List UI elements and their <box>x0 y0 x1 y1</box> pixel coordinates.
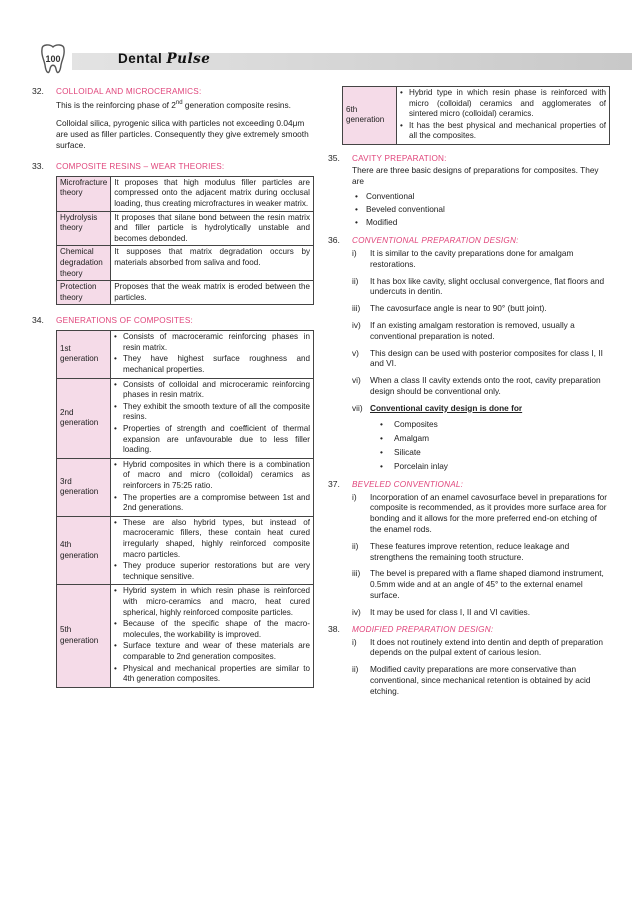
list-item: • Conventional <box>352 190 610 203</box>
section-32 <box>32 86 314 151</box>
list-item: • It has the best physical and mechanical properties of all the composites. <box>400 121 606 142</box>
table-row <box>343 87 610 145</box>
row-text: It proposes that silane bond between the resin matrix and filler particle is hydrolytically unstable and becomes debonded. <box>111 211 314 246</box>
brand-word: Dental <box>118 51 163 66</box>
generations-table-continued <box>342 86 610 145</box>
section-number: 37. <box>328 478 340 489</box>
list-item: • Consists of colloidal and microceramic reinforcing phases in resin matrix. <box>114 380 310 401</box>
section-number: 38. <box>328 623 340 634</box>
list-item: • Hybrid type in which resin phase is reinforced with micro (colloidal) ceramics and agglomerates of sintered micro (colloidal) ceramics. <box>400 88 606 120</box>
table-row <box>57 331 314 378</box>
table-row <box>57 458 314 516</box>
list-item: • Beveled conventional <box>352 203 610 216</box>
table-row <box>57 378 314 458</box>
table-row <box>57 516 314 585</box>
section-title: CAVITY PREPARATION: <box>352 153 447 163</box>
section-36 <box>328 235 610 473</box>
section-title: COMPOSITE RESINS – WEAR THEORIES: <box>56 161 225 171</box>
list-item: i) It is similar to the cavity preparations done for amalgam restorations. <box>352 247 574 269</box>
table-row <box>57 176 314 211</box>
brand-title <box>118 51 210 67</box>
section-37 <box>328 479 610 618</box>
row-text: It supposes that matrix degradation occurs by materials absorbed from saliva and food. <box>111 246 314 281</box>
wear-theories-table <box>56 176 314 306</box>
generations-table <box>56 330 314 687</box>
list-item: • They have highest surface roughness and mechanical properties. <box>114 354 310 375</box>
row-label: Chemical degradation theory <box>57 246 111 281</box>
list-item: vii) Conventional cavity design is done for • Composites • Amalgam • Silicate • Porcelain inlay <box>352 403 610 473</box>
table-row <box>57 246 314 281</box>
list-item: • These are also hybrid types, but instead of macroceramic fillers, these contain heat cured irregularly shaped, highly reinforced composite macro particles. <box>114 518 310 560</box>
list-item: • Surface texture and wear of these materials are comparable to 2nd generation composites. <box>114 641 310 662</box>
row-label: Protection theory <box>57 281 111 305</box>
paragraph: Colloidal silica, pyrogenic silica with particles not exceeding 0.04μm are used as filler particles. Consequently they give extremely smooth surface. <box>56 117 309 150</box>
list-item: ii) Modified cavity preparations are more conservative than conventional, since mechanical retention is obtained by acid etching. <box>352 664 591 696</box>
list-item: • They produce superior restorations but are very technique sensitive. <box>114 561 310 582</box>
paragraph: This is the reinforcing phase of 2nd generation composite resins. <box>56 99 291 110</box>
list-item: • Hybrid composites in which there is a combination of macro and micro (colloidal) ceramics as reinforcers in 75:25 ratio. <box>114 460 310 492</box>
roman-list <box>352 248 610 473</box>
row-label: 2nd generation <box>57 378 111 458</box>
page-number: 100 <box>45 54 61 64</box>
list-item: ii) These features improve retention, reduce leakage and strengthens the remaining tooth structure. <box>352 540 570 562</box>
row-label: 3rd generation <box>57 458 111 516</box>
section-title: GENERATIONS OF COMPOSITES: <box>56 316 193 326</box>
roman-list <box>352 637 610 697</box>
row-label: 5th generation <box>57 585 111 687</box>
list-item: • The properties are a compromise between 1st and 2nd generations. <box>114 493 310 514</box>
list-item: • Because of the specific shape of the macro-molecules, the workability is improved. <box>114 619 310 640</box>
list-item: iii) The bevel is prepared with a flame shaped diamond instrument, 0.5mm wide and at an angle of 45° to the external enamel surface. <box>352 568 604 600</box>
row-label: 4th generation <box>57 516 111 585</box>
list-item: iv) If an existing amalgam restoration is removed, usually a conventional preparation is noted. <box>352 319 575 341</box>
list-item: • Consists of macroceramic reinforcing phases in resin matrix. <box>114 332 310 353</box>
list-item: v) This design can be used with posterior composites for class I, II and VI. <box>352 347 603 369</box>
design-list <box>352 190 610 229</box>
section-number: 33. <box>32 160 44 171</box>
row-label: 1st generation <box>57 331 111 378</box>
section-38 <box>328 624 610 697</box>
list-item: • Amalgam <box>370 431 610 445</box>
list-item: • Physical and mechanical properties are similar to 4th generation composites. <box>114 664 310 685</box>
row-label: 6th generation <box>343 87 397 145</box>
list-item: • Porcelain inlay <box>370 459 610 473</box>
section-number: 36. <box>328 234 340 245</box>
section-title: CONVENTIONAL PREPARATION DESIGN: <box>352 235 519 245</box>
row-text: It proposes that high modulus filler particles are compressed onto the adjacent matrix during occlusal loading, thus creating microfractures in weaker matrix. <box>111 176 314 211</box>
list-item: • Silicate <box>370 445 610 459</box>
section-35 <box>328 153 610 229</box>
list-item: iv) It may be used for class I, II and VI cavities. <box>352 606 531 617</box>
table-row <box>57 585 314 687</box>
table-row <box>57 211 314 246</box>
right-column <box>328 86 610 702</box>
brand-script: Pulse <box>166 51 211 67</box>
list-item: • Composites <box>370 417 610 431</box>
list-item: iii) The cavosurface angle is near to 90° (butt joint). <box>352 303 547 314</box>
roman-list <box>352 492 610 618</box>
list-item: • Modified <box>352 216 610 229</box>
paragraph: There are three basic designs of preparations for composites. They are <box>352 164 599 186</box>
row-label: Hydrolysis theory <box>57 211 111 246</box>
section-33 <box>32 161 314 306</box>
section-number: 34. <box>32 315 44 326</box>
sub-list <box>370 417 610 473</box>
list-item: i) Incorporation of an enamel cavosurface bevel in preparations for composite is recommended, as it provides more surface area for bonding and it allows for the more preferred end-on etching of the enamel rods. <box>352 491 608 534</box>
table-row <box>57 281 314 305</box>
list-item: • Properties of strength and coefficient of thermal expansion are unfavourable due to less filler loading. <box>114 424 310 456</box>
row-label: Microfracture theory <box>57 176 111 211</box>
section-34 <box>32 315 314 687</box>
list-item: ii) It has box like cavity, slight occlusal convergence, flat floors and undercuts in dentin. <box>352 275 605 297</box>
section-number: 32. <box>32 86 44 96</box>
row-text: Proposes that the weak matrix is eroded between the particles. <box>111 281 314 305</box>
section-title: BEVELED CONVENTIONAL: <box>352 479 464 489</box>
section-number: 35. <box>328 152 340 163</box>
list-item: • They exhibit the smooth texture of all the composite resins. <box>114 402 310 423</box>
list-item: vi) When a class II cavity extends onto the root, cavity preparation design should be conventional only. <box>352 375 601 396</box>
section-title: MODIFIED PREPARATION DESIGN: <box>352 624 494 634</box>
list-item: • Hybrid system in which resin phase is reinforced with micro-ceramics and macro, heat cured spherical, highly reinforced composite particles. <box>114 586 310 618</box>
left-column <box>32 86 314 694</box>
section-title: COLLOIDAL AND MICROCERAMICS: <box>56 87 202 96</box>
page-header <box>30 49 610 75</box>
list-item: i) It does not routinely extend into dentin and depth of preparation depends on the pulpal extent of carious lesion. <box>352 636 603 658</box>
